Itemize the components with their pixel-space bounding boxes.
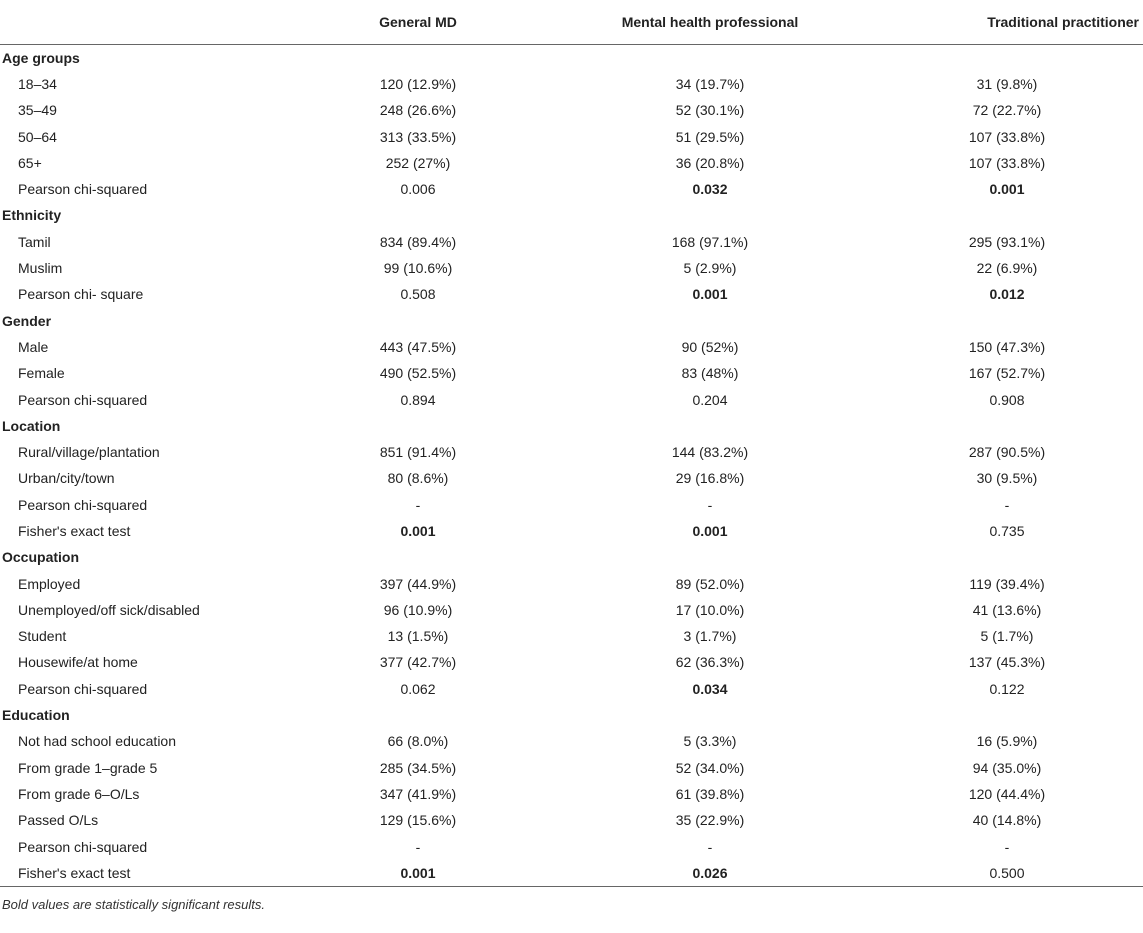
mental-health-value: 35 (22.9%) — [675, 812, 745, 829]
traditional-practitioner-value: 107 (33.8%) — [968, 128, 1046, 145]
section-title: Ethnicity — [2, 207, 62, 224]
mental-health-value: 5 (2.9%) — [683, 260, 737, 277]
general-md-value: 490 (52.5%) — [379, 365, 457, 382]
row-label: Fisher's exact test — [0, 860, 287, 886]
header-row — [0, 0, 1143, 45]
row-label: From grade 1–grade 5 — [18, 759, 158, 776]
traditional-practitioner-value: 287 (90.5%) — [968, 444, 1046, 461]
table-row — [0, 360, 1143, 386]
row-label: Urban/city/town — [18, 470, 115, 487]
table-row — [0, 623, 1143, 649]
mental-health-value: 90 (52%) — [681, 338, 739, 355]
traditional-practitioner-value: 150 (47.3%) — [968, 338, 1046, 355]
general-md-value: 285 (34.5%) — [379, 759, 457, 776]
row-label: Muslim — [18, 260, 63, 277]
traditional-practitioner-value: 31 (9.8%) — [976, 75, 1038, 92]
general-md-value: 0.894 — [400, 391, 436, 408]
table-footnote: Bold values are statistically significant results. — [2, 896, 266, 912]
mental-health-value: 61 (39.8%) — [675, 785, 745, 802]
table-row — [0, 781, 1143, 807]
mental-health-value: 168 (97.1%) — [671, 233, 749, 250]
row-label: Male — [18, 338, 49, 355]
mental-health-value: 89 (52.0%) — [675, 575, 745, 592]
row-label: Pearson chi- square — [18, 286, 144, 303]
traditional-practitioner-value: 167 (52.7%) — [968, 365, 1046, 382]
mental-health-value: 51 (29.5%) — [675, 128, 745, 145]
general-md-value: - — [415, 496, 421, 513]
row-label: Employed — [18, 575, 81, 592]
row-label: 18–34 — [18, 75, 57, 92]
traditional-practitioner-value: 72 (22.7%) — [972, 102, 1042, 119]
general-md-value: 248 (26.6%) — [379, 102, 457, 119]
mental-health-value: 0.001 — [692, 522, 728, 539]
mental-health-value: 62 (36.3%) — [675, 654, 745, 671]
general-md-value: 0.508 — [400, 286, 436, 303]
table-row — [0, 150, 1143, 176]
row-label: Pearson chi-squared — [18, 680, 148, 697]
traditional-practitioner-value: 0.001 — [989, 181, 1025, 198]
traditional-practitioner-value: - — [1004, 496, 1010, 513]
table-row — [0, 649, 1143, 675]
traditional-practitioner-value: 30 (9.5%) — [976, 470, 1038, 487]
traditional-practitioner-value: 94 (35.0%) — [972, 759, 1042, 776]
table-row — [0, 439, 1143, 465]
row-label: Unemployed/off sick/disabled — [18, 601, 200, 618]
row-label: Student — [18, 628, 67, 645]
mental-health-value: - — [707, 838, 713, 855]
general-md-value: 80 (8.6%) — [387, 470, 449, 487]
traditional-practitioner-value: 120 (44.4%) — [968, 785, 1046, 802]
table-body — [0, 45, 1143, 887]
mental-health-value: 34 (19.7%) — [675, 75, 745, 92]
general-md-value: 0.062 — [400, 680, 436, 697]
mental-health-value: - — [707, 496, 713, 513]
mental-health-value: 144 (83.2%) — [671, 444, 749, 461]
section-header-row — [0, 45, 1143, 71]
traditional-practitioner-value: 137 (45.3%) — [968, 654, 1046, 671]
row-label: Rural/village/plantation — [18, 444, 160, 461]
general-md-value: 99 (10.6%) — [383, 260, 453, 277]
general-md-value: 347 (41.9%) — [379, 785, 457, 802]
general-md-value: 66 (8.0%) — [387, 733, 449, 750]
section-title: Education — [2, 707, 70, 724]
traditional-practitioner-value: 0.500 — [871, 860, 1143, 886]
traditional-practitioner-value: 119 (39.4%) — [969, 575, 1045, 592]
section-header-row — [0, 202, 1143, 228]
mental-health-value: 3 (1.7%) — [683, 628, 737, 645]
row-label: 50–64 — [18, 128, 57, 145]
table-row — [0, 807, 1143, 833]
general-md-value: 851 (91.4%) — [379, 444, 457, 461]
general-md-value: 313 (33.5%) — [379, 128, 457, 145]
section-header-row — [0, 702, 1143, 728]
general-md-value: 13 (1.5%) — [387, 628, 449, 645]
general-md-value: 0.001 — [287, 860, 549, 886]
mental-health-value: 0.026 — [549, 860, 871, 886]
general-md-value: 0.001 — [400, 522, 436, 539]
traditional-practitioner-value: 22 (6.9%) — [976, 260, 1038, 277]
general-md-value: 252 (27%) — [385, 154, 451, 171]
general-md-value: - — [415, 838, 421, 855]
table-row — [0, 465, 1143, 491]
row-label: 35–49 — [18, 102, 57, 119]
traditional-practitioner-value: 295 (93.1%) — [968, 233, 1046, 250]
table-row — [0, 676, 1143, 702]
table-row — [0, 570, 1143, 596]
header-cell-blank — [0, 0, 287, 45]
table-row — [0, 71, 1143, 97]
table-row — [0, 518, 1143, 544]
traditional-practitioner-value: 0.735 — [989, 522, 1025, 539]
mental-health-value: 17 (10.0%) — [675, 601, 745, 618]
row-label: 65+ — [18, 154, 42, 171]
general-md-value: 834 (89.4%) — [379, 233, 457, 250]
traditional-practitioner-value: 107 (33.8%) — [968, 154, 1046, 171]
traditional-practitioner-value: 16 (5.9%) — [976, 733, 1038, 750]
section-title: Occupation — [2, 549, 80, 566]
table-row — [0, 386, 1143, 412]
mental-health-value: 36 (20.8%) — [675, 154, 745, 171]
traditional-practitioner-value: 0.012 — [989, 286, 1025, 303]
mental-health-value: 52 (34.0%) — [675, 759, 745, 776]
row-label: Fisher's exact test — [18, 522, 131, 539]
header-cell-traditional-practitioner: Traditional practitioner — [871, 0, 1143, 45]
row-label: Housewife/at home — [18, 654, 138, 671]
mental-health-value: 83 (48%) — [681, 365, 739, 382]
row-label: Pearson chi-squared — [18, 391, 148, 408]
traditional-practitioner-value: 41 (13.6%) — [972, 601, 1042, 618]
mental-health-value: 0.001 — [692, 286, 728, 303]
table-row — [0, 255, 1143, 281]
general-md-value: 397 (44.9%) — [379, 575, 457, 592]
table-row — [0, 229, 1143, 255]
table-row — [0, 97, 1143, 123]
table-row — [0, 334, 1143, 360]
mental-health-value: 5 (3.3%) — [683, 733, 737, 750]
row-label: Passed O/Ls — [18, 812, 99, 829]
header-cell-general-md: General MD — [287, 0, 549, 45]
table-row — [0, 492, 1143, 518]
table-row — [0, 833, 1143, 859]
general-md-value: 0.006 — [400, 181, 436, 198]
general-md-value: 129 (15.6%) — [379, 812, 457, 829]
row-label: Pearson chi-squared — [18, 496, 148, 513]
traditional-practitioner-value: - — [1004, 838, 1010, 855]
general-md-value: 96 (10.9%) — [383, 601, 453, 618]
mental-health-value: 0.032 — [692, 181, 728, 198]
traditional-practitioner-value: 0.122 — [989, 680, 1025, 697]
section-title: Gender — [2, 312, 52, 329]
mental-health-value: 0.034 — [692, 680, 728, 697]
section-header-row — [0, 307, 1143, 333]
section-header-row — [0, 544, 1143, 570]
general-md-value: 120 (12.9%) — [379, 75, 457, 92]
row-label: Female — [18, 365, 65, 382]
row-label: Tamil — [18, 233, 51, 250]
table-row — [0, 597, 1143, 623]
mental-health-value: 0.204 — [692, 391, 728, 408]
section-header-row — [0, 413, 1143, 439]
table-row — [0, 860, 1143, 886]
general-md-value: 377 (42.7%) — [379, 654, 457, 671]
section-title: Location — [2, 417, 61, 434]
traditional-practitioner-value: 5 (1.7%) — [980, 628, 1034, 645]
mental-health-value: 52 (30.1%) — [675, 102, 745, 119]
traditional-practitioner-value: 40 (14.8%) — [972, 812, 1042, 829]
row-label: Not had school education — [18, 733, 176, 750]
traditional-practitioner-value: 0.908 — [989, 391, 1025, 408]
table-row — [0, 728, 1143, 754]
row-label: From grade 6–O/Ls — [18, 785, 140, 802]
table-header — [0, 0, 1143, 45]
header-cell-mental-health-professional: Mental health professional — [549, 0, 871, 45]
table-row — [0, 281, 1143, 307]
mental-health-value: 29 (16.8%) — [675, 470, 745, 487]
table-row — [0, 755, 1143, 781]
table-row — [0, 123, 1143, 149]
row-label: Pearson chi-squared — [18, 838, 148, 855]
general-md-value: 443 (47.5%) — [379, 338, 457, 355]
section-title: Age groups — [2, 49, 80, 66]
table-row — [0, 176, 1143, 202]
row-label: Pearson chi-squared — [18, 181, 148, 198]
